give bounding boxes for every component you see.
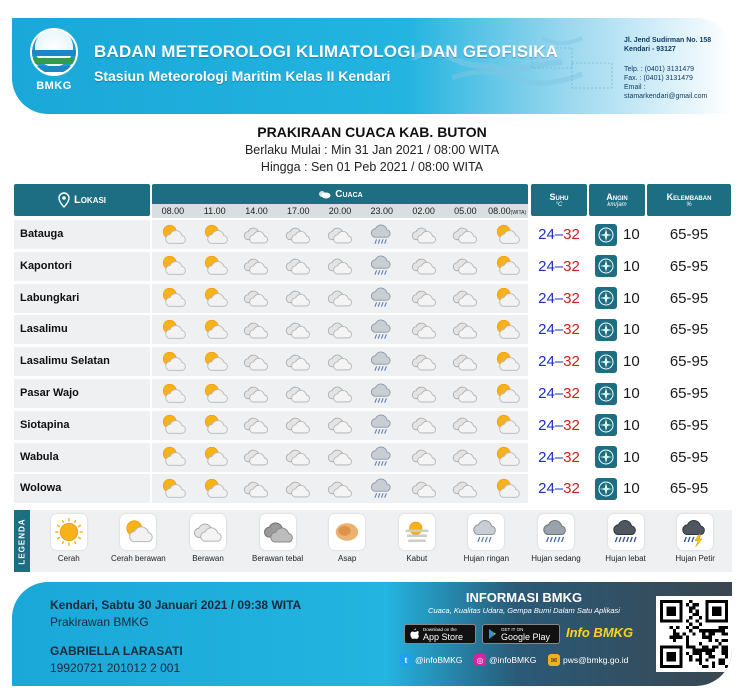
humidity: 65-95 [647,443,731,472]
legend-item-cerah-berawan [104,510,174,572]
forecaster-nip: 19920721 201012 2 001 [50,661,181,675]
temperature-range [531,411,587,440]
weather-cells [152,284,528,313]
cerah-berawan-icon [486,347,528,376]
mail-icon: ✉ [548,654,560,666]
agency-name: BADAN METEOROLOGI KLIMATOLOGI DAN GEOFISIKA [94,42,559,61]
column-header-angin [589,184,645,216]
temperature-range [531,379,587,408]
berawan-icon [236,284,278,313]
temperature-range [531,220,587,249]
berawan-icon [277,220,319,249]
berawan-icon [236,220,278,249]
cerah-berawan-icon [152,220,194,249]
wind [589,347,645,376]
cerah-berawan-icon [486,443,528,472]
twitter-handle: @infoBMKG [415,655,463,665]
berawan-icon [403,443,445,472]
info-subtitle: Cuaca, Kualitas Udara, Gempa Bumi Dalam Satu Aplikasi [428,606,620,615]
berawan-icon [236,252,278,281]
hujan-sedang-icon [538,514,574,550]
logo-text: BMKG [36,80,72,92]
weather-cells [152,315,528,344]
cerah-berawan-icon [152,411,194,440]
humidity: 65-95 [647,411,731,440]
instagram-link[interactable] [474,654,536,666]
cerah-berawan-icon [194,347,236,376]
legend-item-label: Asap [338,554,357,563]
temp-min: 24 [538,385,555,402]
time-slot-5: 23.00 [370,206,394,216]
cerah-berawan-icon [486,284,528,313]
humidity: 65-95 [647,379,731,408]
berawan-icon [277,347,319,376]
temp-max: 32 [563,353,580,371]
cerah-berawan-icon [486,474,528,503]
cerah-berawan-icon [152,443,194,472]
legend-item-cerah [34,510,104,572]
forecaster-name: GABRIELLA LARASATI [50,644,183,658]
legend-item-label: Cerah [57,554,80,563]
wind-speed: 10 [623,480,640,498]
wind-speed: 10 [623,226,640,243]
wind [589,284,645,313]
location-name: Wabula [14,443,150,472]
table-row [14,443,731,472]
footer-banner [12,582,732,686]
hujan-ringan-icon [361,220,403,249]
berawan-icon [319,315,361,344]
table-row [14,347,731,376]
temp-separator: – [554,480,564,498]
berawan-icon [236,315,278,344]
hujan-ringan-icon [361,474,403,503]
asap-icon [329,514,365,550]
berawan-icon [277,252,319,281]
hujan-ringan-icon [361,252,403,281]
temp-max: 32 [563,448,580,466]
cerah-berawan-icon [194,474,236,503]
temperature-range [531,347,587,376]
temperature-range [531,443,587,472]
legend-items [34,510,730,572]
wind-speed: 10 [623,416,640,434]
table-row [14,379,731,408]
temp-separator: – [554,257,564,275]
address-line-2: Kendari - 93127 [624,46,676,53]
berawan-icon [444,411,486,440]
temperature-range [531,315,587,344]
berawan-icon [444,220,486,249]
berawan-icon [319,220,361,249]
table-row [14,474,731,503]
weather-cells [152,252,528,281]
info-bmkg-app: Info BMKG [566,625,634,640]
berawan-icon [444,284,486,313]
station-name: Stasiun Meteorologi Maritim Kelas II Kendari [94,68,391,84]
table-row [14,252,731,281]
cerah-berawan-icon [152,315,194,344]
berawan-icon [319,252,361,281]
legend-item-label: Berawan [192,554,224,563]
legend-item-hujan-sedang [521,510,591,572]
hujan-ringan-icon [361,443,403,472]
google-play-badge[interactable] [482,624,560,644]
berawan-icon [236,443,278,472]
legend-item-hujan-ringan [452,510,522,572]
location-name: Wolowa [14,474,150,503]
cerah-berawan-icon [152,284,194,313]
berawan-icon [319,411,361,440]
berawan-icon [277,411,319,440]
email-address: pws@bmkg.go.id [563,655,629,665]
location-name: Kapontori [14,252,150,281]
berawan-icon [319,379,361,408]
berawan-tebal-icon [260,514,296,550]
hujan-ringan-icon [361,411,403,440]
wind [589,379,645,408]
cerah-berawan-icon [486,252,528,281]
temp-min: 24 [538,289,555,307]
temp-separator: – [554,385,564,402]
wind-speed: 10 [623,353,640,371]
temp-min: 24 [538,416,555,434]
column-header-cuaca [152,184,528,216]
temp-max: 32 [563,257,580,275]
berawan-icon [444,347,486,376]
apple-icon [410,628,420,640]
temp-max: 32 [563,416,580,434]
wind-compass-icon [595,414,617,436]
legend-item-label: Hujan sedang [531,554,581,563]
weather-header-icon [317,189,331,199]
legend-item-asap [312,510,382,572]
time-slot-0: 08.00 [161,206,185,216]
wind-compass-icon [595,446,617,468]
legend [14,510,732,572]
cerah-berawan-icon [120,514,156,550]
berawan-icon [403,474,445,503]
cerah-berawan-icon [152,474,194,503]
berawan-icon [403,252,445,281]
legend-label: LEGENDA [17,517,27,565]
berawan-icon [444,443,486,472]
wind-speed: 10 [623,448,640,466]
wind [589,443,645,472]
hujan-ringan-icon [361,284,403,313]
wind-speed: 10 [623,385,640,402]
cerah-berawan-icon [194,284,236,313]
cerah-berawan-icon [152,347,194,376]
berawan-icon [319,347,361,376]
hujan-ringan-icon [361,379,403,408]
address-line-1: Jl. Jend Sudirman No. 158 [624,37,712,44]
berawan-icon [277,315,319,344]
berawan-icon [236,474,278,503]
location-name: Lasalimu [14,315,150,344]
berawan-icon [190,514,226,550]
time-slot-7: 05.00 [454,206,477,216]
angin-unit: km/jam [607,202,627,208]
fax: Fax. : (0401) 3131479 [624,75,693,82]
location-name: Lasalimu Selatan [14,347,150,376]
cerah-berawan-icon [194,252,236,281]
time-slot-1: 11.00 [203,206,226,216]
berawan-icon [277,474,319,503]
suhu-unit: °C [555,202,563,208]
page-title: PRAKIRAAN CUACA KAB. BUTON [257,124,487,140]
cerah-berawan-icon [194,315,236,344]
cerah-berawan-icon [194,411,236,440]
humidity: 65-95 [647,347,731,376]
legend-item-label: Hujan lebat [605,554,646,563]
hujan-ringan-icon [361,315,403,344]
kabut-icon [399,514,435,550]
temp-max: 32 [563,321,580,339]
berawan-icon [403,347,445,376]
berawan-icon [236,411,278,440]
wind-compass-icon [595,478,617,500]
temp-separator: – [554,226,564,243]
cerah-berawan-icon [486,315,528,344]
berawan-icon [444,315,486,344]
instagram-icon: ◎ [474,654,486,666]
weather-cells [152,379,528,408]
berawan-icon [403,284,445,313]
cerah-berawan-icon [486,411,528,440]
berawan-icon [403,379,445,408]
temperature-range [531,284,587,313]
cerah-berawan-icon [152,252,194,281]
bmkg-logo [26,28,82,108]
hujan-petir-icon [677,514,713,550]
time-header-row [152,204,528,218]
location-pin-icon [58,192,70,208]
hujan-lebat-icon [608,514,644,550]
issued-datetime: Kendari, Sabtu 30 Januari 2021 / 09:38 WITA [50,598,302,612]
temp-min: 24 [538,257,555,275]
wind [589,252,645,281]
app-store-big: App Store [423,631,464,642]
humidity: 65-95 [647,284,731,313]
temp-max: 32 [563,480,580,498]
temp-separator: – [554,416,564,434]
cerah-berawan-icon [194,220,236,249]
temp-max: 32 [563,385,580,402]
kelembaban-unit: % [686,202,692,208]
berawan-icon [277,284,319,313]
app-store-small: Download on the [423,626,457,632]
table-row [14,220,731,249]
berawan-icon [444,252,486,281]
header-banner [12,18,732,114]
email-link[interactable] [548,654,628,666]
cerah-berawan-icon [194,443,236,472]
twitter-link[interactable] [400,654,462,666]
location-name: Siotapina [14,411,150,440]
wind-speed: 10 [623,257,640,275]
temp-separator: – [554,321,564,339]
time-slot-6: 02.00 [412,206,435,216]
cerah-berawan-icon [486,379,528,408]
column-header-kelembaban [647,184,731,216]
berawan-icon [444,379,486,408]
google-play-small: GET IT ON [501,626,524,632]
temp-separator: – [554,289,564,307]
info-title: INFORMASI BMKG [465,590,583,605]
humidity: 65-95 [647,220,731,249]
berawan-icon [319,284,361,313]
wind-compass-icon [595,351,617,373]
cerah-berawan-icon [194,379,236,408]
google-play-big: Google Play [501,631,551,642]
legend-item-kabut [382,510,452,572]
wind-compass-icon [595,287,617,309]
humidity: 65-95 [647,474,731,503]
temp-max: 32 [563,226,580,243]
app-store-badge[interactable] [404,624,476,644]
email: stamarkendari@gmail.com [624,93,708,100]
cerah-berawan-icon [486,220,528,249]
wind-speed: 10 [623,289,640,307]
temperature-range [531,252,587,281]
email-label: Email : [624,84,646,91]
berawan-icon [236,379,278,408]
wind-speed: 10 [623,321,640,339]
indonesia-map-graphic [392,18,632,114]
table-row [14,315,731,344]
instagram-handle: @infoBMKG [489,655,537,665]
legend-item-label: Cerah berawan [111,554,166,563]
berawan-icon [403,315,445,344]
column-header-lokasi [14,184,150,216]
time-slot-8: 08.00(WITA) [488,206,527,216]
temp-min: 24 [538,321,555,339]
berawan-icon [319,443,361,472]
forecaster-role: Prakirawan BMKG [50,615,149,629]
location-name: Pasar Wajo [14,379,150,408]
temp-min: 24 [538,353,555,371]
hujan-ringan-icon [468,514,504,550]
temperature-range [531,474,587,503]
berawan-icon [277,443,319,472]
suhu-label: Suhu [549,192,569,202]
location-name: Labungkari [14,284,150,313]
legend-tab [14,510,30,572]
humidity: 65-95 [647,252,731,281]
time-slot-2: 14.00 [245,206,268,216]
temp-max: 32 [563,289,580,307]
valid-from: Berlaku Mulai : Min 31 Jan 2021 / 08:00 WITA [244,143,500,157]
legend-item-label: Kabut [406,554,428,563]
weather-cells [152,474,528,503]
telp: Telp. : (0401) 3131479 [624,66,695,73]
wind-compass-icon [595,383,617,405]
cuaca-label: Cuaca [335,188,363,200]
wind [589,474,645,503]
time-slot-3: 17.00 [286,206,310,216]
legend-item-hujan-petir [660,510,730,572]
twitter-icon: t [400,654,412,666]
weather-cells [152,347,528,376]
legend-item-berawan-tebal [243,510,313,572]
hujan-ringan-icon [361,347,403,376]
legend-item-berawan [173,510,243,572]
time-unit: (WITA) [510,210,527,216]
wind [589,220,645,249]
temp-min: 24 [538,226,555,243]
wind-compass-icon [595,224,617,246]
temp-min: 24 [538,480,555,498]
legend-item-label: Berawan tebal [252,554,304,563]
wind [589,315,645,344]
table-row [14,411,731,440]
humidity: 65-95 [647,315,731,344]
valid-to: Hingga : Sen 01 Peb 2021 / 08:00 WITA [260,160,484,174]
google-play-icon [488,628,498,640]
time-slot-4: 20.00 [328,206,352,216]
kelembaban-label: Kelembaban [666,192,712,202]
berawan-icon [403,220,445,249]
lokasi-label: Lokasi [73,194,107,206]
qr-code [656,596,732,672]
table-row [14,284,731,313]
weather-cells [152,220,528,249]
location-name: Batauga [14,220,150,249]
weather-cells [152,443,528,472]
temp-min: 24 [538,448,555,466]
temp-separator: – [554,353,564,371]
berawan-icon [319,474,361,503]
berawan-icon [236,347,278,376]
legend-item-hujan-lebat [591,510,661,572]
temp-separator: – [554,448,564,466]
berawan-icon [444,474,486,503]
cerah-icon [51,514,87,550]
contact-info [624,36,728,101]
cerah-berawan-icon [152,379,194,408]
wind-compass-icon [595,319,617,341]
wind [589,411,645,440]
weather-cells [152,411,528,440]
berawan-icon [277,379,319,408]
legend-item-label: Hujan ringan [463,554,510,563]
legend-item-label: Hujan Petir [675,554,715,563]
berawan-icon [403,411,445,440]
column-header-suhu [531,184,587,216]
wind-compass-icon [595,255,617,277]
angin-label: Angin [606,192,628,202]
